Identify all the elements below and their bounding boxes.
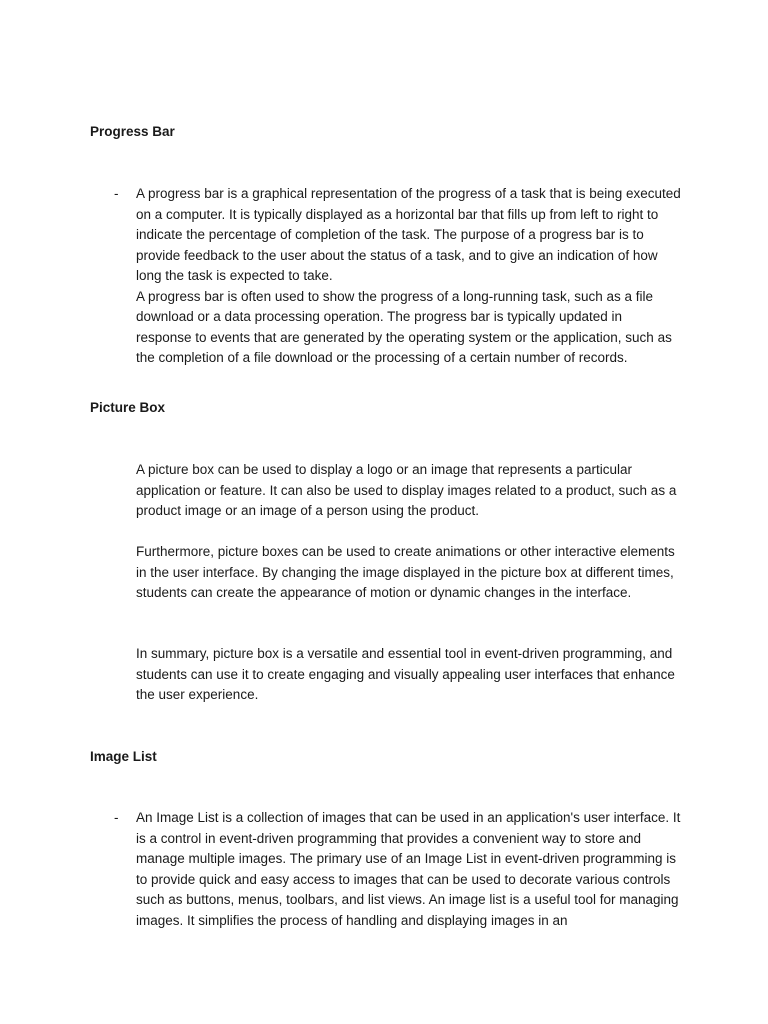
picture-box-paragraph-3: In summary, picture box is a versatile and essential tool in event-driven programming, and students can use it to create engaging and visually appealing user interfaces that enhance the user experience.: [136, 646, 675, 702]
progress-bar-bullet: -: [114, 186, 119, 201]
picture-box-heading: Picture Box: [90, 400, 166, 415]
image-list-bullet: -: [114, 810, 119, 825]
image-list-paragraph-1: An Image List is a collection of images that can be used in an application's user interface. It is a control in event-driven programming that provides a convenient way to store and manage multiple images. The primary use of an Image List in event-driven programming is to provide quick and easy access to images that can be used to decorate various controls such as buttons, menus, toolbars, and list views. An image list is a useful tool for managing images. It simplifies the process of handling and displaying images in an: [136, 810, 681, 928]
progress-bar-paragraph-1: A progress bar is a graphical representation of the progress of a task that is being executed on a computer. It is typically displayed as a horizontal bar that fills up from left to right to indicate the percentage of completion of the task. The purpose of a progress bar is to provide feedback to the user about the status of a task, and to give an indication of how long the task is expected to take.: [136, 186, 681, 283]
picture-box-paragraph-2: Furthermore, picture boxes can be used to create animations or other interactive elements in the user interface. By changing the image displayed in the picture box at different times, students can create the appearance of motion or dynamic changes in the interface.: [136, 544, 675, 600]
progress-bar-heading: Progress Bar: [90, 124, 175, 139]
picture-box-paragraph-1: A picture box can be used to display a logo or an image that represents a particular application or feature. It can also be used to display images related to a product, such as a product image or an image of a person using the product.: [136, 462, 677, 518]
image-list-heading: Image List: [90, 749, 157, 764]
progress-bar-paragraph-2: A progress bar is often used to show the progress of a long-running task, such as a file download or a data processing operation. The progress bar is typically updated in response to events that are generated by the operating system or the application, such as the completion of a file download or the processing of a certain number of records.: [136, 288, 672, 365]
